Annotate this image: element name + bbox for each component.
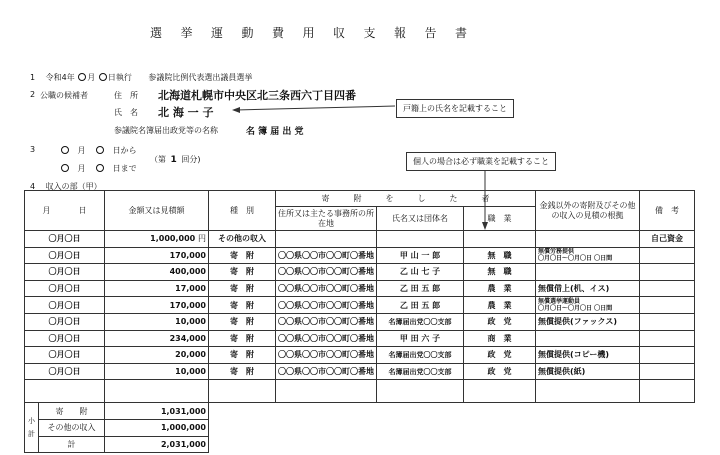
- name-label: 氏 名: [114, 108, 138, 117]
- table-row: 〇月〇日 1,000,000 円 その他の収入 自己資金: [25, 231, 695, 248]
- header-address: 住所又は主たる事務所の所在地: [276, 207, 377, 231]
- callout-job-note: 個人の場合は必ず職業を記載すること: [406, 152, 556, 171]
- candidate-name: 北 海 一 子: [158, 106, 214, 119]
- header-notes: 備 考: [640, 191, 695, 231]
- item-1: 1 令和4年 月 日執行 参議院比例代表選出議員選挙: [30, 73, 253, 82]
- document-title: 選挙運動費用収支報告書: [150, 26, 486, 40]
- table-row: 〇月〇日 170,000 寄 附 〇〇県〇〇市〇〇町〇番地 乙 田 五 郎 農 業 無償選挙運動員 〇月〇日～〇月〇日 〇日間: [25, 297, 695, 314]
- candidate-label: 公職の候補者: [40, 91, 88, 100]
- table-row: 〇月〇日 17,000 寄 附 〇〇県〇〇市〇〇町〇番地 乙 田 五 郎 農 業 無償借上(机、イス): [25, 280, 695, 297]
- circle-placeholder: [96, 164, 104, 172]
- item-3-num: 3: [30, 145, 36, 154]
- subtotal-row-donation: 小計 寄 附 1,031,000: [25, 403, 695, 420]
- period-to: 月 日まで: [60, 163, 137, 174]
- election-name: 参議院比例代表選出議員選挙: [148, 73, 253, 82]
- party-name: 名 簿 届 出 党: [246, 127, 304, 137]
- header-month-day: 月 日: [25, 191, 105, 231]
- address-label: 住 所: [114, 91, 138, 100]
- item-2-num: 2: [30, 90, 36, 99]
- header-basis: 金銭以外の寄附及びその他の収入の見積の根拠: [536, 191, 640, 231]
- empty-row: [25, 380, 695, 403]
- header-type: 種 別: [209, 191, 276, 231]
- circle-placeholder: [61, 164, 69, 172]
- callout-name-note: 戸籍上の氏名を記載すること: [396, 99, 514, 118]
- report-number: （第 1 回分): [150, 155, 201, 165]
- header-job: 職 業: [464, 207, 536, 231]
- income-table: [24, 190, 695, 453]
- circle-placeholder: [61, 146, 69, 154]
- subtotal-row-other: その他の収入 1,000,000: [25, 419, 695, 436]
- table-row: 〇月〇日 20,000 寄 附 〇〇県〇〇市〇〇町〇番地 名簿届出党〇〇支部 政 党 無償提供(コピー機): [25, 347, 695, 364]
- header-donor-name: 氏名又は団体名: [377, 207, 464, 231]
- table-row: 〇月〇日 400,000 寄 附 〇〇県〇〇市〇〇町〇番地 乙 山 七 子 無 職: [25, 264, 695, 281]
- subtotal-row-total: 計 2,031,000: [25, 436, 695, 453]
- item-4: 4 収入の部（甲）: [30, 182, 102, 191]
- table-row: 〇月〇日 234,000 寄 附 〇〇県〇〇市〇〇町〇番地 甲 田 六 子 商 業: [25, 330, 695, 347]
- table-row: 〇月〇日 170,000 寄 附 〇〇県〇〇市〇〇町〇番地 甲 山 一 郎 無 職 無償労務提供 〇月〇日～〇月〇日 〇日間: [25, 247, 695, 264]
- header-donor: 寄 附 を し た 者: [276, 191, 536, 207]
- circle-placeholder: [96, 146, 104, 154]
- table-row: 〇月〇日 10,000 寄 附 〇〇県〇〇市〇〇町〇番地 名簿届出党〇〇支部 政 党 無償提供(ファックス): [25, 313, 695, 330]
- table-row: 〇月〇日 10,000 寄 附 〇〇県〇〇市〇〇町〇番地 名簿届出党〇〇支部 政 党 無償提供(紙): [25, 363, 695, 380]
- party-label: 参議院名簿届出政党等の名称: [114, 126, 218, 135]
- period-from: 月 日から: [60, 145, 137, 156]
- subtotal-label: 小計: [25, 403, 39, 453]
- candidate-address: 北海道札幌市中央区北三条西六丁目四番: [158, 89, 356, 102]
- header-amount: 金額又は見積額: [105, 191, 209, 231]
